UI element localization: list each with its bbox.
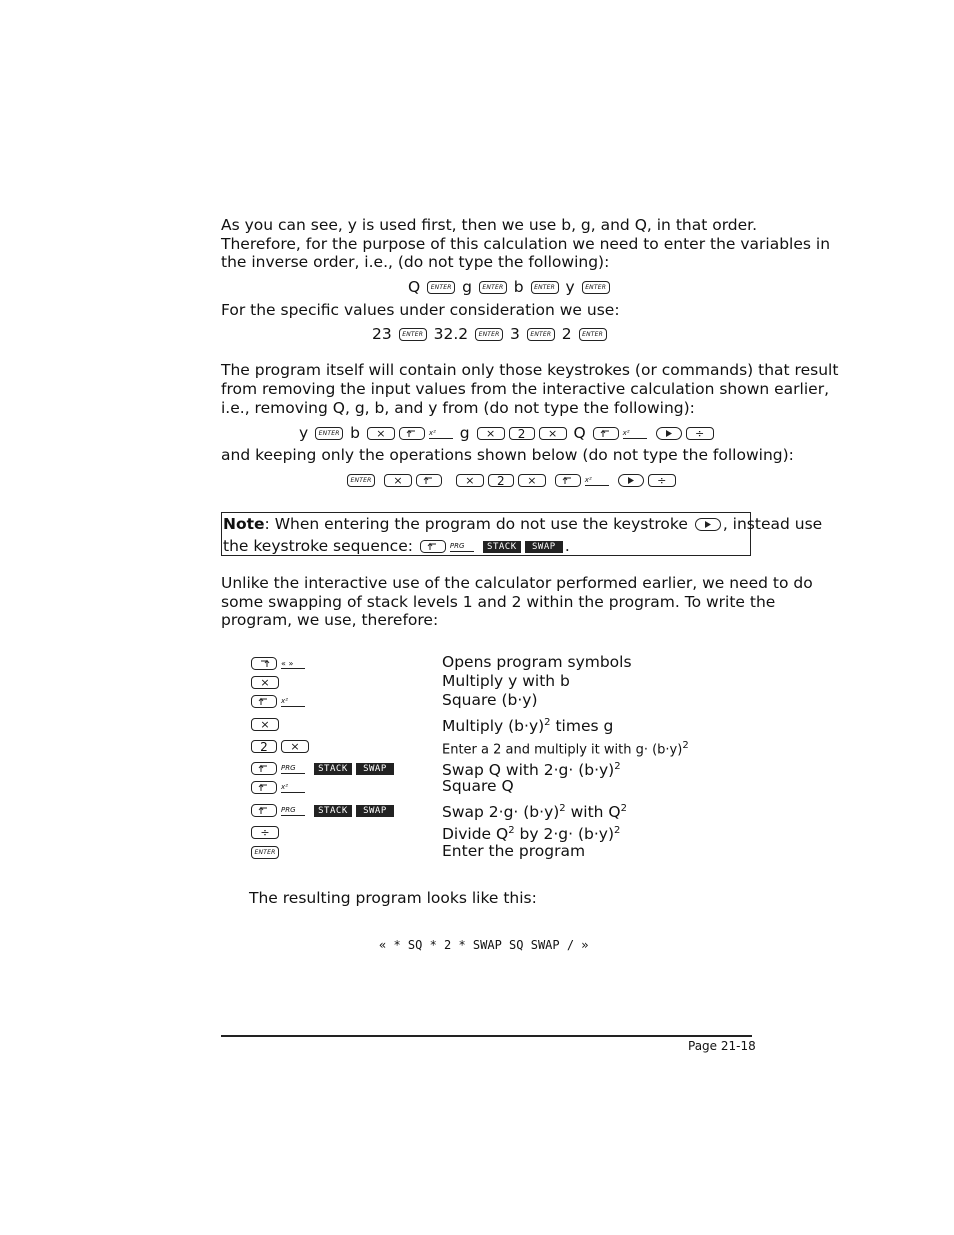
left-shift-icon — [555, 474, 581, 487]
step-8-keys — [249, 801, 396, 820]
stack-menu-key: STACK — [483, 541, 521, 553]
para-1-line-2: Therefore, for the purpose of this calculation we need to enter the variables in — [221, 235, 831, 253]
var-y: y — [565, 278, 575, 296]
step-7-desc: Square Q — [442, 777, 514, 795]
step-1-keys — [249, 654, 307, 673]
step-4-text-b: times g — [555, 717, 614, 736]
enter-key: ENTER — [475, 328, 503, 341]
superscript-2: 2 — [614, 761, 621, 772]
x-squared-label: x² — [281, 783, 305, 793]
two-key: 2 — [251, 740, 277, 753]
para-5-line-1: Unlike the interactive use of the calculator performed earlier, we need to do — [221, 574, 813, 592]
stack-menu-key: STACK — [314, 805, 352, 817]
multiply-key: × — [251, 676, 279, 689]
superscript-2: 2 — [508, 825, 515, 836]
step-9-text-a: Divide Q — [442, 825, 509, 844]
var-g: g — [459, 424, 470, 442]
right-arrow-key-icon — [618, 474, 644, 487]
page-number: Page 21-18 — [688, 1039, 756, 1053]
right-shift-icon — [251, 657, 277, 670]
x-squared-label: x² — [623, 429, 647, 439]
para-3-line-1: The program itself will contain only those keystrokes (or commands) that result — [221, 361, 839, 379]
step-4-text-a: Multiply (b·y) — [442, 717, 545, 736]
var-b: b — [513, 278, 524, 296]
left-shift-icon — [399, 427, 425, 440]
para-3-line-3: i.e., removing Q, g, b, and y from (do not type the following): — [221, 399, 695, 417]
step-6-text: Swap Q with 2·g· (b·y) — [442, 761, 615, 780]
prg-label: PRG — [281, 806, 305, 816]
step-8-text-b: with Q — [570, 803, 621, 822]
note-label: Note — [223, 515, 265, 533]
step-10-desc: Enter the program — [442, 842, 586, 860]
right-arrow-key-icon — [695, 518, 721, 531]
multiply-key: × — [477, 427, 505, 440]
note-box — [221, 512, 823, 556]
superscript-2: 2 — [559, 803, 566, 814]
superscript-2: 2 — [544, 717, 551, 728]
note-text-2: , instead use — [722, 515, 823, 533]
para-5-line-2: some swapping of stack levels 1 and 2 within the program. To write the — [221, 593, 776, 611]
para-3-line-2: from removing the input values from the interactive calculation shown earlier, — [221, 380, 829, 398]
step-9-desc — [442, 821, 620, 844]
right-arrow-key-icon — [656, 427, 682, 440]
left-shift-icon — [251, 762, 277, 775]
enter-key: ENTER — [582, 281, 610, 294]
program-listing: « * SQ * 2 * SWAP SQ SWAP / » — [379, 938, 589, 952]
note-line-2: the keystroke sequence: PRG STACK SWAP . — [223, 537, 570, 555]
enter-key: ENTER — [531, 281, 559, 294]
superscript-2: 2 — [682, 740, 689, 751]
step-6-keys — [249, 759, 396, 778]
enter-key: ENTER — [315, 427, 343, 440]
x-squared-label: x² — [585, 476, 609, 486]
left-shift-icon — [251, 804, 277, 817]
step-9-keys — [249, 823, 281, 842]
divide-key: ÷ — [648, 474, 676, 487]
footer-rule — [221, 1035, 752, 1037]
left-shift-icon — [416, 474, 442, 487]
step-5-desc — [442, 736, 689, 759]
program-brackets-label: « » — [281, 659, 305, 669]
step-5-keys — [249, 737, 311, 756]
enter-key: ENTER — [347, 474, 375, 487]
var-q: Q — [408, 278, 421, 296]
multiply-key: × — [456, 474, 484, 487]
note-text-3: the keystroke sequence: — [223, 537, 413, 555]
left-shift-icon — [251, 695, 277, 708]
enter-key: ENTER — [251, 846, 279, 859]
multiply-key: × — [384, 474, 412, 487]
value-2: 2 — [561, 325, 572, 343]
step-3-desc: Square (b·y) — [442, 691, 538, 709]
two-key: 2 — [509, 427, 535, 440]
divide-key: ÷ — [251, 826, 279, 839]
para-6: The resulting program looks like this: — [249, 889, 537, 907]
note-text-1: : When entering the program do not use the keystroke — [264, 515, 688, 533]
step-7-keys — [249, 778, 307, 797]
para-5-line-3: program, we use, therefore: — [221, 611, 439, 629]
var-y: y — [299, 424, 309, 442]
left-shift-icon — [420, 540, 446, 553]
step-2-keys — [249, 673, 281, 692]
swap-menu-key: SWAP — [356, 805, 394, 817]
var-b: b — [350, 424, 360, 442]
para-1-line-1: As you can see, y is used first, then we use b, g, and Q, in that order. — [221, 216, 758, 234]
superscript-2: 2 — [614, 825, 621, 836]
var-q: Q — [573, 424, 586, 442]
step-2-desc: Multiply y with b — [442, 672, 570, 690]
enter-key: ENTER — [427, 281, 455, 294]
value-32-2: 32.2 — [433, 325, 469, 343]
enter-key: ENTER — [399, 328, 427, 341]
step-10-keys — [249, 843, 281, 862]
step-5-text: Enter a 2 and multiply it with g· (b·y) — [442, 742, 683, 758]
enter-key: ENTER — [479, 281, 507, 294]
divide-key: ÷ — [686, 427, 714, 440]
multiply-key: × — [251, 718, 279, 731]
keystroke-seq-interactive — [299, 424, 716, 443]
para-2: For the specific values under consideration we use: — [221, 301, 620, 319]
note-line-1 — [223, 515, 822, 534]
value-3: 3 — [510, 325, 520, 343]
x-squared-label: x² — [281, 697, 305, 707]
step-8-desc — [442, 799, 627, 822]
swap-menu-key: SWAP — [356, 763, 394, 775]
enter-key: ENTER — [527, 328, 555, 341]
step-8-text-a: Swap 2·g· (b·y) — [442, 803, 560, 822]
prg-label: PRG — [281, 764, 305, 774]
var-g: g — [462, 278, 472, 296]
left-shift-icon — [593, 427, 619, 440]
multiply-key: × — [367, 427, 395, 440]
keystroke-seq-operations — [345, 471, 678, 490]
step-3-keys — [249, 692, 307, 711]
step-4-desc — [442, 713, 613, 736]
keystroke-seq-values — [372, 325, 609, 344]
para-1-line-3: the inverse order, i.e., (do not type the following): — [221, 253, 610, 271]
prg-label: PRG — [450, 542, 474, 552]
left-shift-icon — [251, 781, 277, 794]
multiply-key: × — [518, 474, 546, 487]
keystroke-seq-variables — [408, 278, 612, 297]
superscript-2: 2 — [620, 803, 627, 814]
stack-menu-key: STACK — [314, 763, 352, 775]
step-4-keys — [249, 715, 281, 734]
step-9-text-b: by 2·g· (b·y) — [519, 825, 614, 844]
value-23: 23 — [372, 325, 392, 343]
two-key: 2 — [488, 474, 514, 487]
step-1-desc: Opens program symbols — [442, 653, 632, 671]
multiply-key: × — [539, 427, 567, 440]
enter-key: ENTER — [579, 328, 607, 341]
multiply-key: × — [281, 740, 309, 753]
x-squared-label: x² — [429, 429, 453, 439]
swap-menu-key: SWAP — [525, 541, 563, 553]
para-4: and keeping only the operations shown below (do not type the following): — [221, 446, 794, 464]
